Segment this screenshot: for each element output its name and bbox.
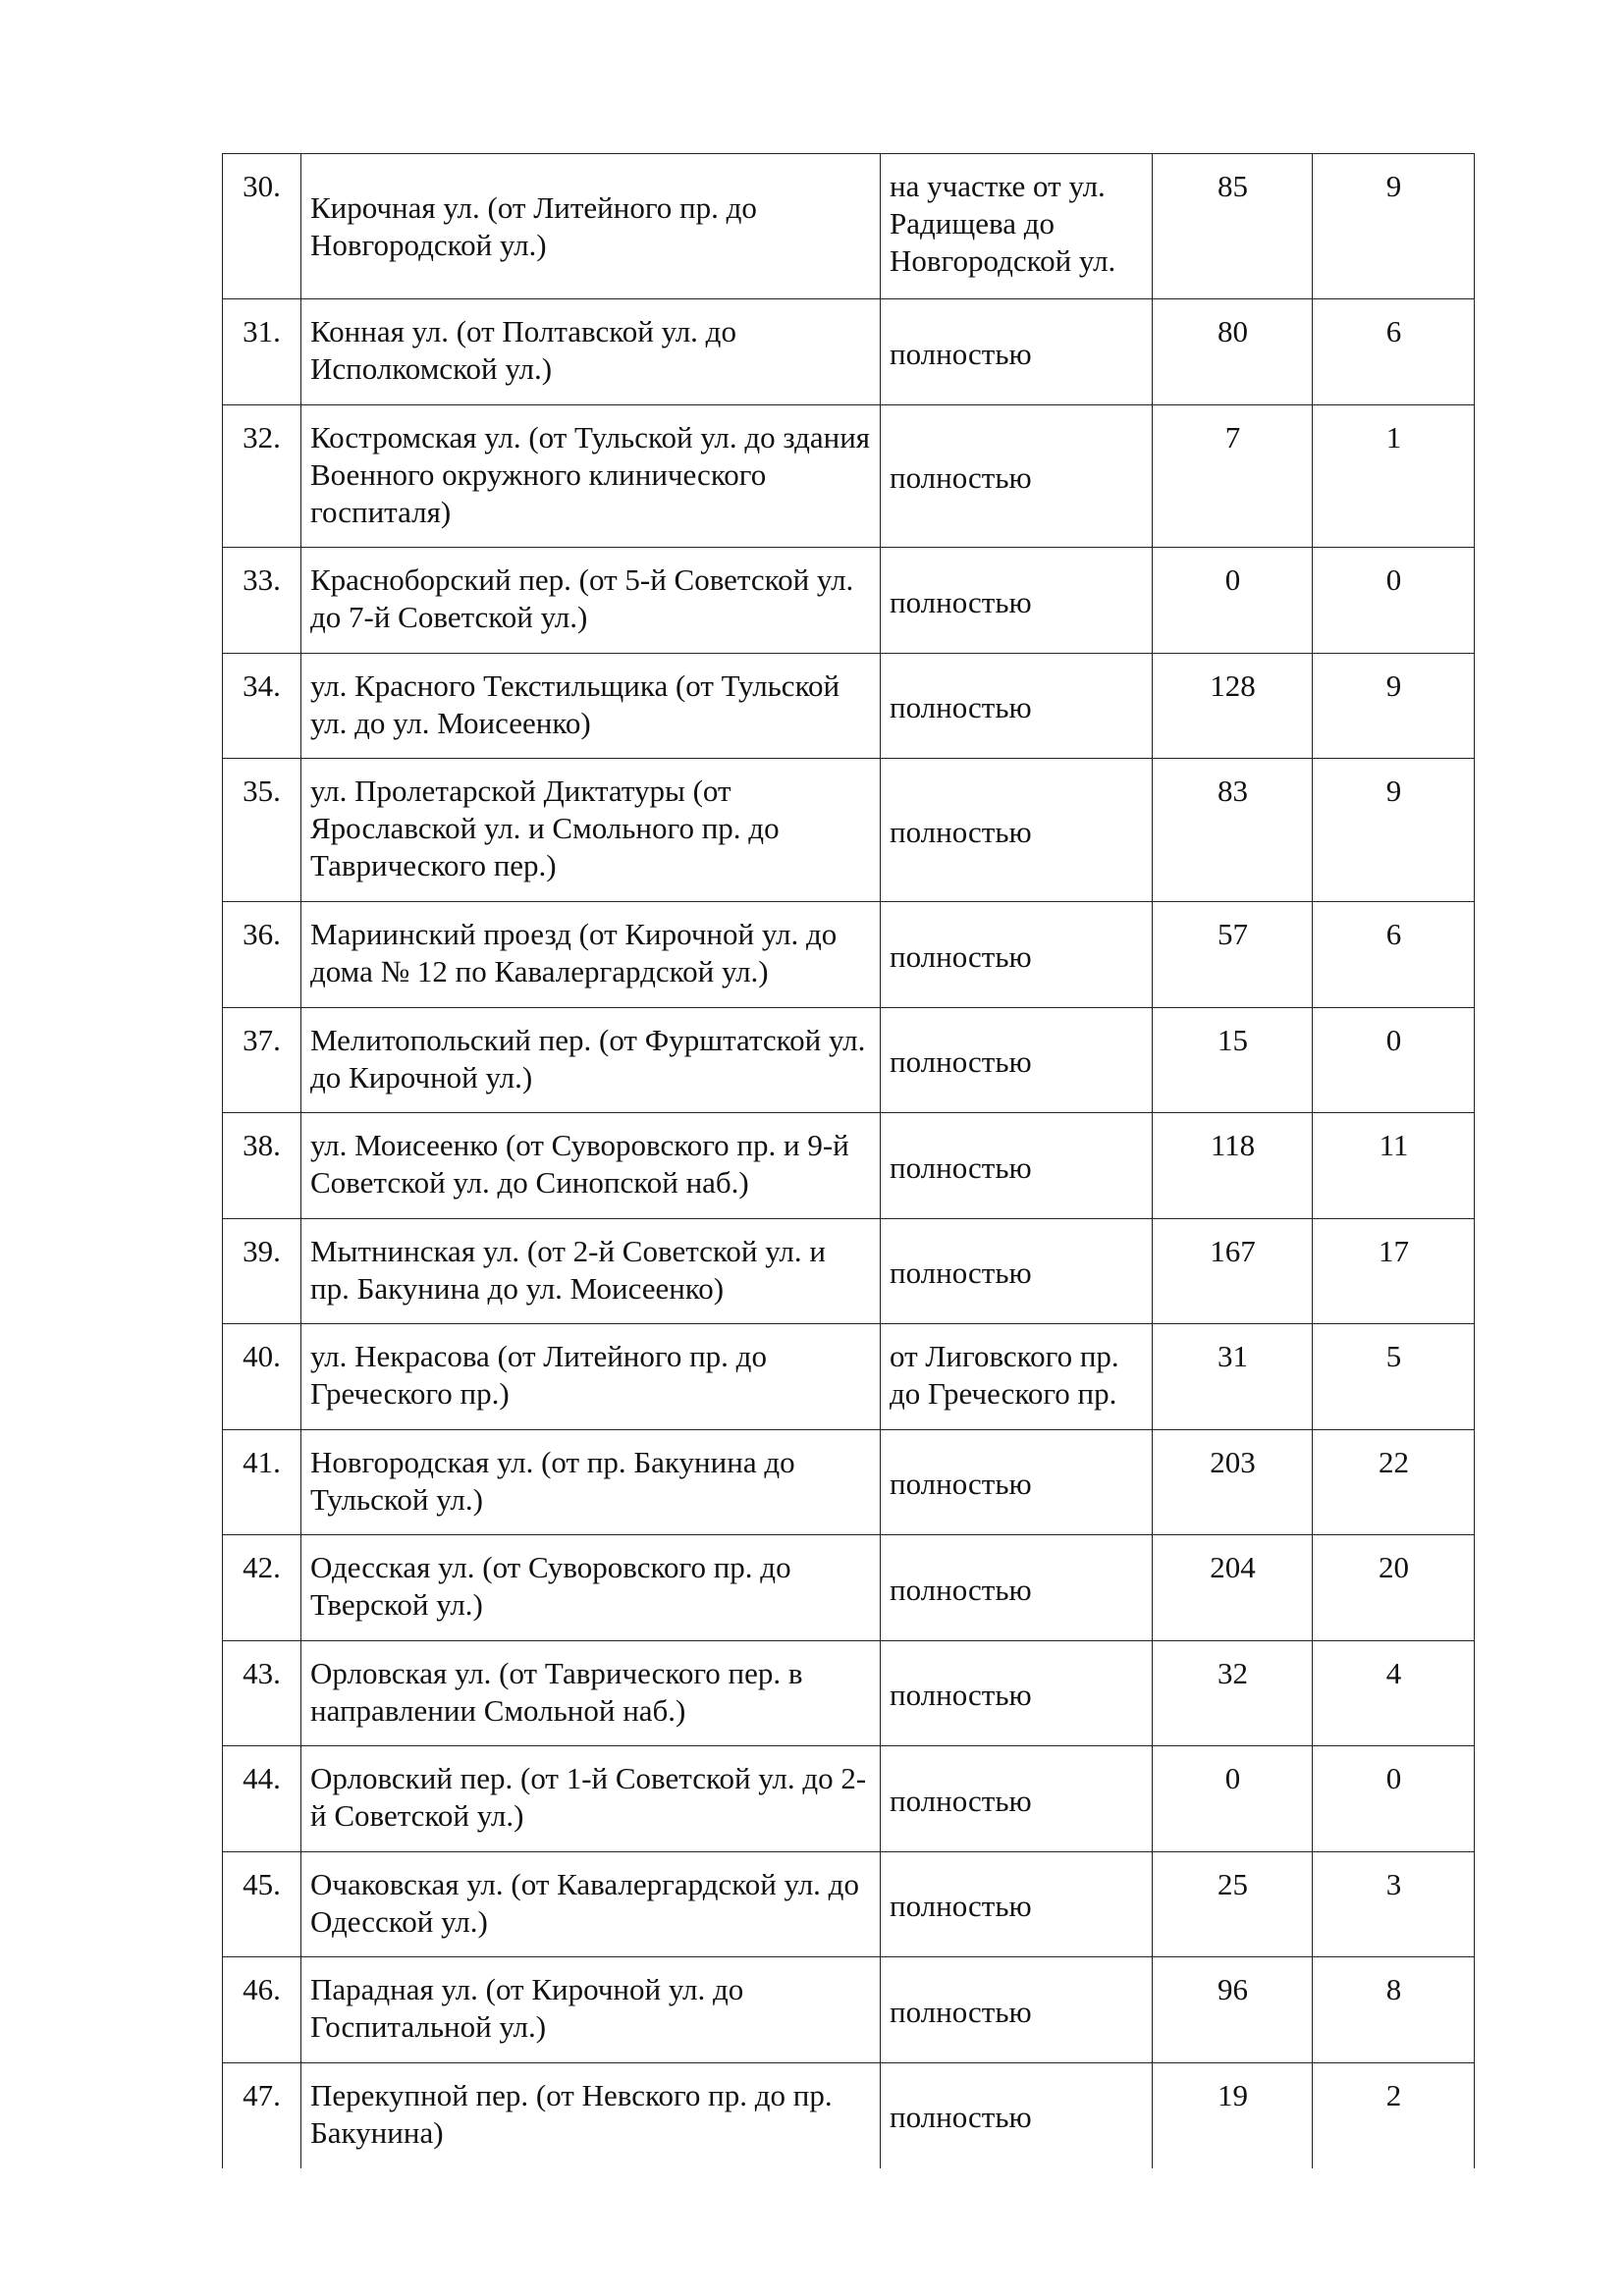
value-count-1: 85	[1153, 154, 1313, 299]
value-count-1: 80	[1153, 299, 1313, 405]
value-count-1: 25	[1153, 1852, 1313, 1957]
table-row	[223, 1324, 1475, 1430]
value-count-2: 9	[1313, 654, 1475, 759]
value-count-2: 2	[1313, 2063, 1475, 2168]
row-number: 35.	[223, 759, 301, 902]
row-number: 46.	[223, 1957, 301, 2063]
row-number: 37.	[223, 1008, 301, 1113]
street-section: полностью	[881, 1113, 1153, 1219]
table-row	[223, 1641, 1475, 1746]
street-name: Красноборский пер. (от 5-й Советской ул. до 7-й Советской ул.)	[301, 548, 881, 654]
value-count-1: 128	[1153, 654, 1313, 759]
street-section: полностью	[881, 759, 1153, 902]
row-number: 30.	[223, 154, 301, 299]
table-row	[223, 1535, 1475, 1641]
value-count-1: 203	[1153, 1430, 1313, 1535]
row-number: 40.	[223, 1324, 301, 1430]
street-name: Одесская ул. (от Суворовского пр. до Тверской ул.)	[301, 1535, 881, 1641]
street-name: Новгородская ул. (от пр. Бакунина до Тульской ул.)	[301, 1430, 881, 1535]
street-section: полностью	[881, 1008, 1153, 1113]
table-row	[223, 759, 1475, 902]
value-count-2: 0	[1313, 1008, 1475, 1113]
street-name: Орловский пер. (от 1-й Советской ул. до 2-й Советской ул.)	[301, 1746, 881, 1852]
value-count-1: 32	[1153, 1641, 1313, 1746]
table-row	[223, 1852, 1475, 1957]
table-row	[223, 1957, 1475, 2063]
row-number: 42.	[223, 1535, 301, 1641]
street-name: ул. Моисеенко (от Суворовского пр. и 9-й Советской ул. до Синопской наб.)	[301, 1113, 881, 1219]
value-count-1: 118	[1153, 1113, 1313, 1219]
street-name: Мариинский проезд (от Кирочной ул. до дома № 12 по Кавалергардской ул.)	[301, 902, 881, 1008]
street-name: Костромская ул. (от Тульской ул. до здания Военного окружного клинического госпиталя)	[301, 405, 881, 548]
row-number: 33.	[223, 548, 301, 654]
table-row	[223, 1430, 1475, 1535]
street-name: Мытнинская ул. (от 2-й Советской ул. и пр. Бакунина до ул. Моисеенко)	[301, 1219, 881, 1324]
street-section: полностью	[881, 654, 1153, 759]
street-name: Кирочная ул. (от Литейного пр. до Новгородской ул.)	[301, 154, 881, 299]
value-count-2: 5	[1313, 1324, 1475, 1430]
street-name: ул. Некрасова (от Литейного пр. до Греческого пр.)	[301, 1324, 881, 1430]
value-count-2: 3	[1313, 1852, 1475, 1957]
table-row	[223, 1219, 1475, 1324]
value-count-1: 167	[1153, 1219, 1313, 1324]
street-name: Парадная ул. (от Кирочной ул. до Госпитальной ул.)	[301, 1957, 881, 2063]
street-section: полностью	[881, 1746, 1153, 1852]
value-count-2: 9	[1313, 154, 1475, 299]
value-count-1: 0	[1153, 548, 1313, 654]
value-count-2: 8	[1313, 1957, 1475, 2063]
value-count-2: 6	[1313, 299, 1475, 405]
row-number: 47.	[223, 2063, 301, 2168]
street-section: полностью	[881, 1430, 1153, 1535]
street-section: полностью	[881, 2063, 1153, 2168]
row-number: 34.	[223, 654, 301, 759]
street-section: полностью	[881, 405, 1153, 548]
street-name: Конная ул. (от Полтавской ул. до Исполкомской ул.)	[301, 299, 881, 405]
value-count-2: 22	[1313, 1430, 1475, 1535]
street-section: полностью	[881, 1535, 1153, 1641]
street-section: полностью	[881, 902, 1153, 1008]
value-count-1: 83	[1153, 759, 1313, 902]
table-row	[223, 548, 1475, 654]
street-section: на участке от ул. Радищева до Новгородской ул.	[881, 154, 1153, 299]
row-number: 39.	[223, 1219, 301, 1324]
value-count-2: 11	[1313, 1113, 1475, 1219]
row-number: 41.	[223, 1430, 301, 1535]
value-count-1: 96	[1153, 1957, 1313, 2063]
row-number: 31.	[223, 299, 301, 405]
street-name: ул. Красного Текстильщика (от Тульской ул. до ул. Моисеенко)	[301, 654, 881, 759]
street-section: полностью	[881, 1852, 1153, 1957]
value-count-2: 6	[1313, 902, 1475, 1008]
row-number: 32.	[223, 405, 301, 548]
value-count-2: 17	[1313, 1219, 1475, 1324]
value-count-1: 31	[1153, 1324, 1313, 1430]
table-row	[223, 654, 1475, 759]
street-name: Перекупной пер. (от Невского пр. до пр. Бакунина)	[301, 2063, 881, 2168]
street-section: полностью	[881, 1957, 1153, 2063]
value-count-2: 20	[1313, 1535, 1475, 1641]
table-row	[223, 1113, 1475, 1219]
table-row	[223, 299, 1475, 405]
table-row	[223, 902, 1475, 1008]
street-name: ул. Пролетарской Диктатуры (от Ярославской ул. и Смольного пр. до Таврического пер.)	[301, 759, 881, 902]
table-row	[223, 405, 1475, 548]
value-count-1: 0	[1153, 1746, 1313, 1852]
street-name: Мелитопольский пер. (от Фурштатской ул. до Кирочной ул.)	[301, 1008, 881, 1113]
row-number: 36.	[223, 902, 301, 1008]
table-row	[223, 154, 1475, 299]
value-count-1: 7	[1153, 405, 1313, 548]
streets-table	[222, 153, 1475, 2168]
value-count-1: 15	[1153, 1008, 1313, 1113]
value-count-1: 19	[1153, 2063, 1313, 2168]
row-number: 38.	[223, 1113, 301, 1219]
street-section: от Лиговского пр. до Греческого пр.	[881, 1324, 1153, 1430]
value-count-2: 0	[1313, 548, 1475, 654]
table-row	[223, 1746, 1475, 1852]
street-section: полностью	[881, 299, 1153, 405]
street-section: полностью	[881, 548, 1153, 654]
value-count-1: 204	[1153, 1535, 1313, 1641]
value-count-1: 57	[1153, 902, 1313, 1008]
table-row	[223, 2063, 1475, 2168]
value-count-2: 4	[1313, 1641, 1475, 1746]
street-name: Орловская ул. (от Таврического пер. в направлении Смольной наб.)	[301, 1641, 881, 1746]
row-number: 45.	[223, 1852, 301, 1957]
table-row	[223, 1008, 1475, 1113]
row-number: 43.	[223, 1641, 301, 1746]
street-section: полностью	[881, 1219, 1153, 1324]
row-number: 44.	[223, 1746, 301, 1852]
street-section: полностью	[881, 1641, 1153, 1746]
street-name: Очаковская ул. (от Кавалергардской ул. до Одесской ул.)	[301, 1852, 881, 1957]
value-count-2: 9	[1313, 759, 1475, 902]
value-count-2: 0	[1313, 1746, 1475, 1852]
value-count-2: 1	[1313, 405, 1475, 548]
